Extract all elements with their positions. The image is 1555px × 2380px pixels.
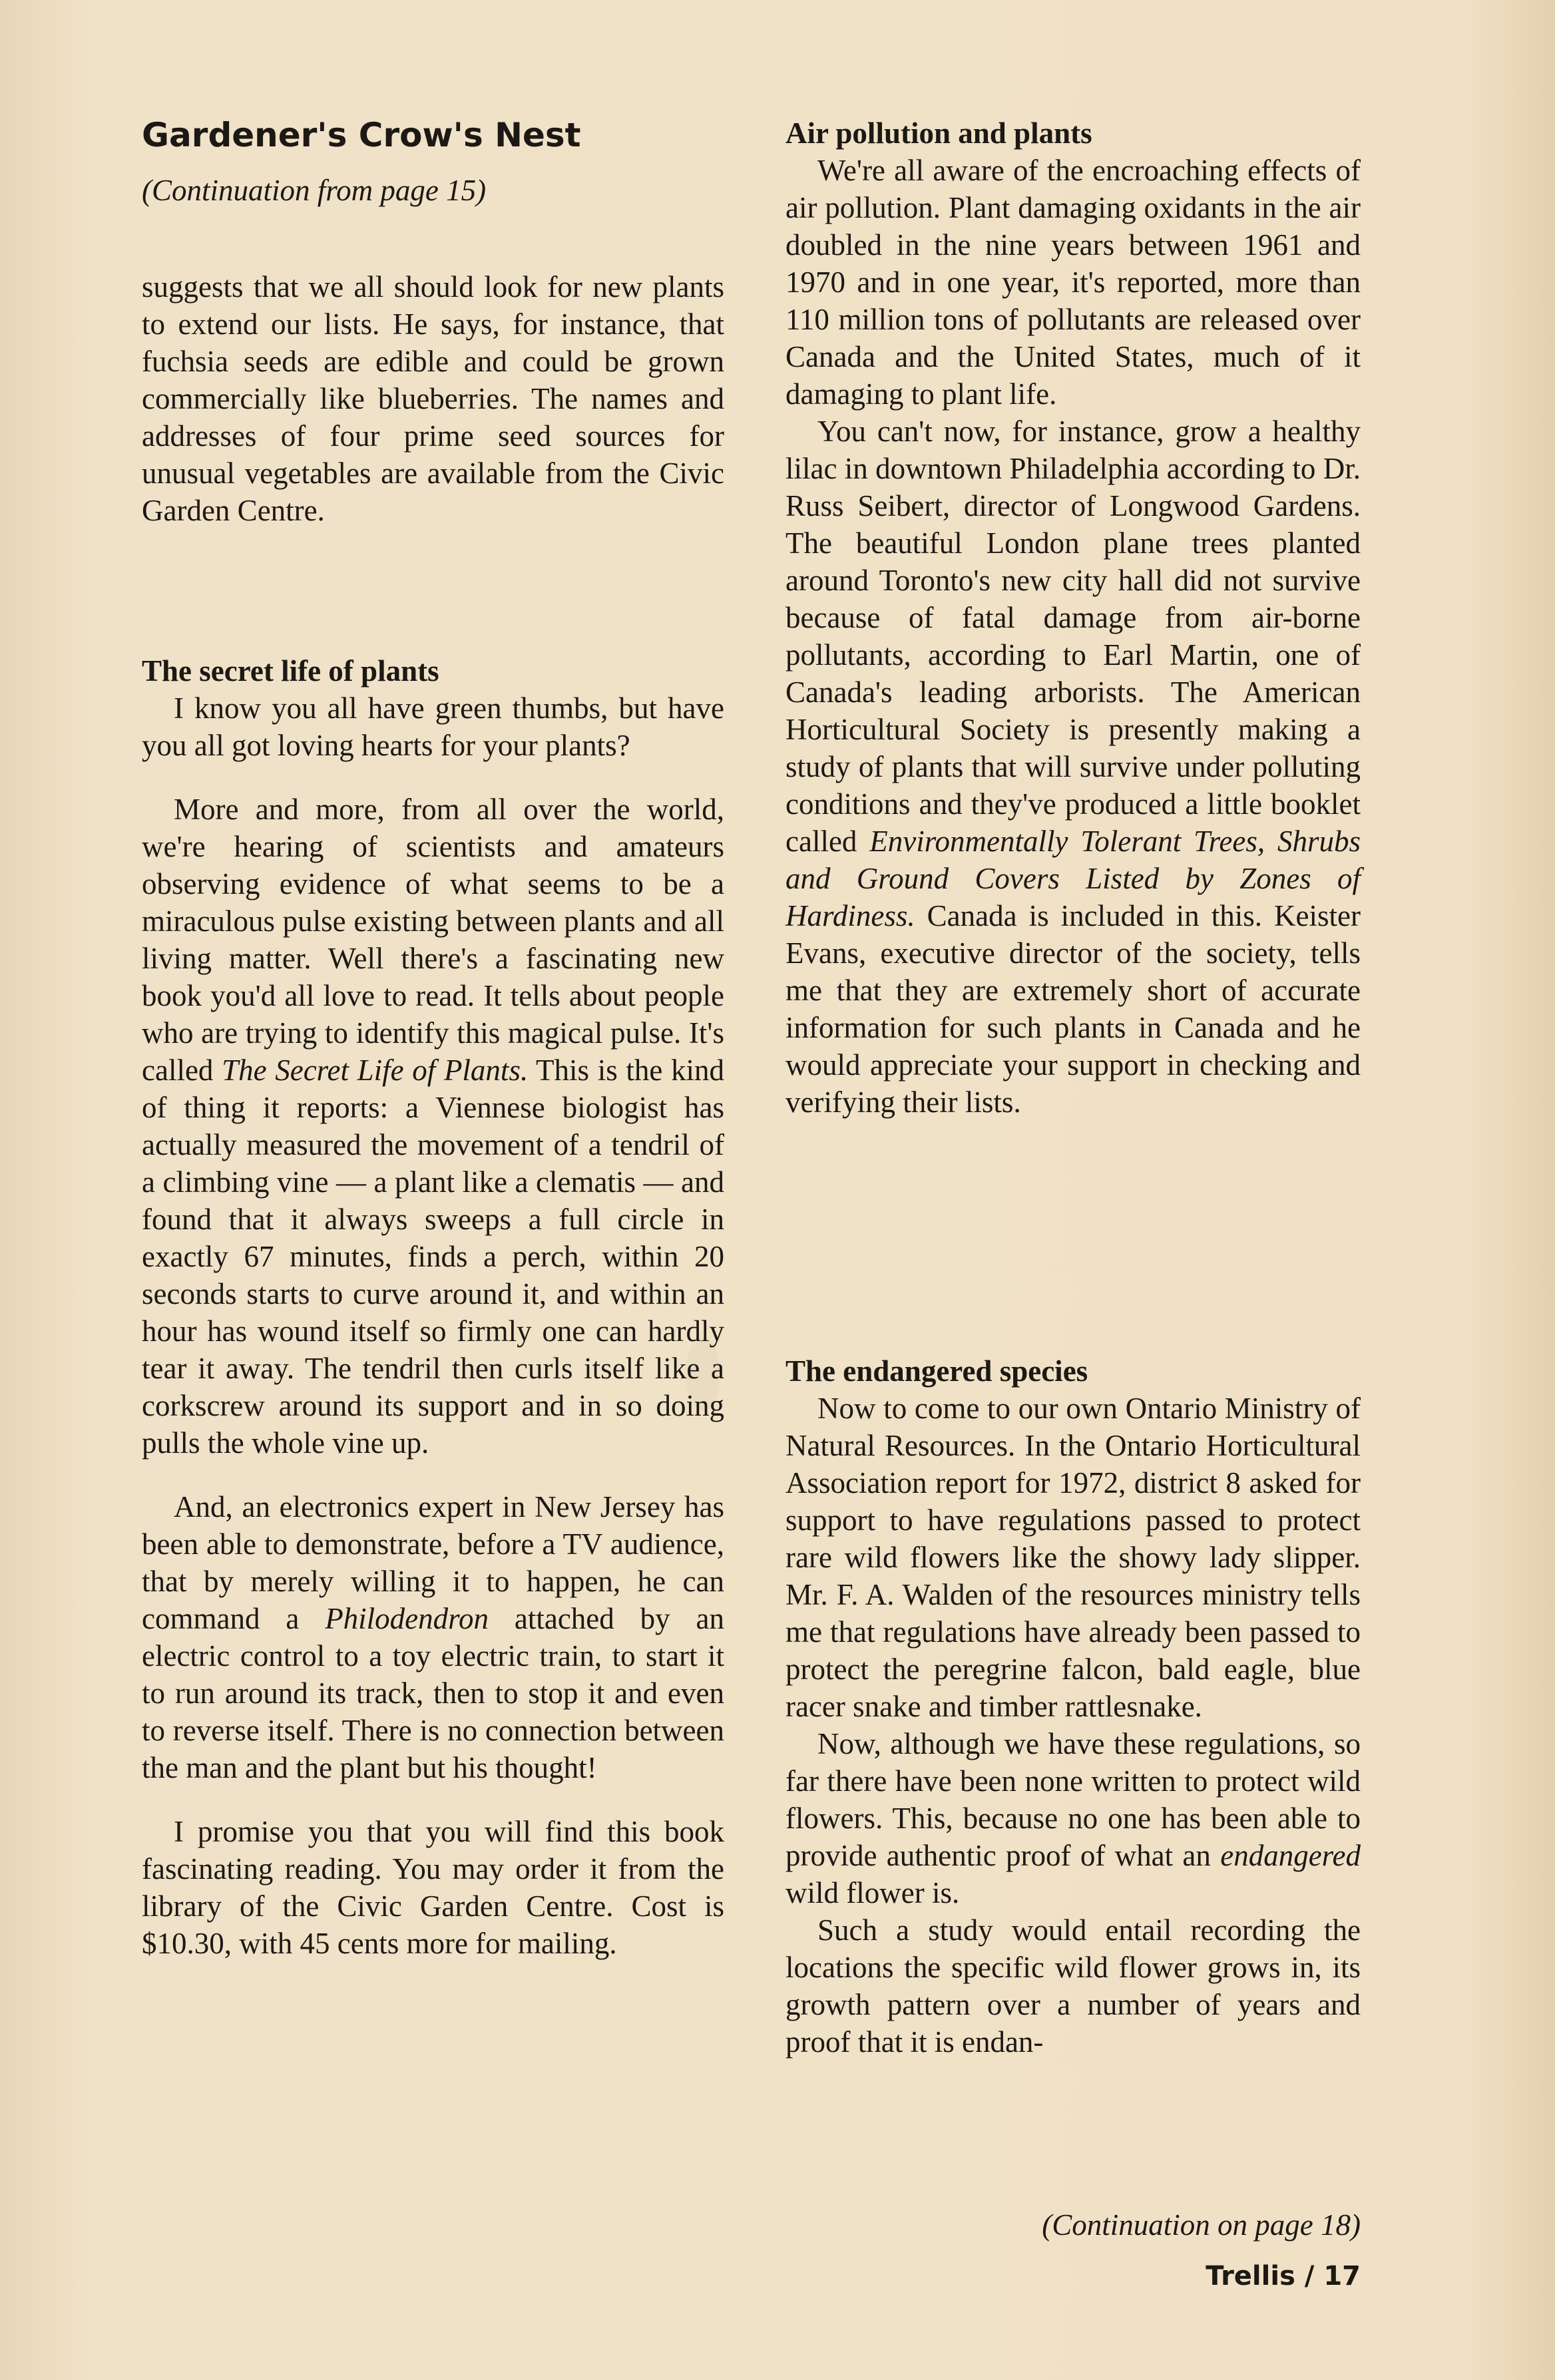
air-p2-text-b: Canada is included in this. Keister Evans, executive director of the society, tells me that they are extremely short of accurate information for such plants in Canada and he would appreciate your support in checking and verifying their lists.	[785, 899, 1361, 1119]
air-paragraph-1: We're all aware of the encroaching effects of air pollution. Plant damaging oxidants in the air doubled in the nine years between 1961 and 1970 and in one year, it's reported, more than 110 million tons of pollutants are released over Canada and the United States, much of it damaging to plant life.	[785, 154, 1361, 411]
endangered-paragraph-3: Such a study would entail recording the locations the specific wild flower grows in, its growth pattern over a number of years and proof that it is endan-	[785, 1913, 1361, 2059]
secret-p2-text-a: More and more, from all over the world, we're hearing of scientists and amateurs observing evidence of what seems to be a miraculous pulse existing between plants and all living matter. Well there's a fascinating new book you'd all love to read. It tells about people who are trying to identify this magical pulse. It's called	[142, 793, 724, 1087]
heading-air-pollution: Air pollution and plants	[785, 116, 1092, 150]
book-title-secret-life: The Secret Life of Plants.	[222, 1054, 529, 1087]
endangered-paragraph-2	[785, 1725, 1361, 1911]
page-folio: Trellis / 17	[1206, 2261, 1361, 2291]
secret-paragraph-4: I promise you that you will find this book fascinating reading. You may order it from the library of the Civic Garden Centre. Cost is $10.30, with 45 cents more for mailing.	[142, 1815, 724, 1960]
article-title: Gardener's Crow's Nest	[142, 116, 581, 154]
secret-p3-text-a: And, an electronics expert in New Jersey has been able to demonstrate, before a TV audience, that by merely willing it to happen, he can command a	[142, 1490, 724, 1635]
heading-endangered-species: The endangered species	[785, 1354, 1088, 1388]
endangered-p2-text-a: Now, although we have these regulations, so far there have been none written to protect wild flowers. This, because no one has been able to provide authentic proof of what an	[785, 1727, 1361, 1872]
secret-paragraph-3	[142, 1488, 724, 1786]
secret-paragraph-1: I know you all have green thumbs, but have you all got loving hearts for your plants?	[142, 692, 724, 762]
secret-paragraph-2	[142, 791, 724, 1462]
endangered-emphasis: endangered	[1220, 1839, 1361, 1872]
continuation-to-note: (Continuation on page 18)	[1042, 2208, 1361, 2242]
secret-life-body	[142, 690, 724, 1962]
endangered-p2-text-b: wild flower is.	[785, 1876, 960, 1909]
intro-paragraph-block	[142, 268, 724, 529]
intro-paragraph: suggests that we all should look for new plants to extend our lists. He says, for instance, that fuchsia seeds are edible and could be grown commercially like blueberries. The names and addresses of four prime seed sources for unusual vegetables are available from the Civic Garden Centre.	[142, 270, 724, 527]
air-pollution-body	[785, 152, 1361, 1121]
air-paragraph-2	[785, 413, 1361, 1121]
endangered-paragraph-1: Now to come to our own Ontario Ministry of Natural Resources. In the Ontario Horticultural Association report for 1972, district 8 asked for support to have regulations passed to protect rare wild flowers like the showy lady slipper. Mr. F. A. Walden of the resources ministry tells me that regulations have already been passed to protect the peregrine falcon, bald eagle, blue racer snake and timber rattlesnake.	[785, 1392, 1361, 1723]
endangered-body	[785, 1390, 1361, 2061]
secret-p3-text-b: attached by an electric control to a toy electric train, to start it to run around its track, then to stop it and even to reverse itself. There is no connection between the man and the plant but his thought!	[142, 1602, 724, 1784]
booklet-title: Environmentally Tolerant Trees, Shrubs and Ground Covers Listed by Zones of Hardiness.	[785, 825, 1361, 932]
continuation-from-note: (Continuation from page 15)	[142, 174, 487, 207]
heading-secret-life: The secret life of plants	[142, 654, 439, 688]
plant-name-philodendron: Philodendron	[325, 1602, 489, 1635]
air-p2-text-a: You can't now, for instance, grow a healthy lilac in downtown Philadelphia according to Dr. Russ Seibert, director of Longwood Gardens. The beautiful London plane trees planted around Toronto's new city hall did not survive because of fatal damage from air-borne pollutants, according to Earl Martin, one of Canada's leading arborists. The American Horticultural Society is presently making a study of plants that will survive under polluting conditions and they've produced a little booklet called	[785, 415, 1361, 858]
secret-p2-text-b: This is the kind of thing it reports: a Viennese biologist has actually measured the movement of a tendril of a climbing vine — a plant like a clematis — and found that it always sweeps a full circle in exactly 67 minutes, finds a perch, within 20 seconds starts to curve around it, and within an hour has wound itself so firmly one can hardly tear it away. The tendril then curls itself like a corkscrew around its support and in so doing pulls the whole vine up.	[142, 1054, 724, 1460]
